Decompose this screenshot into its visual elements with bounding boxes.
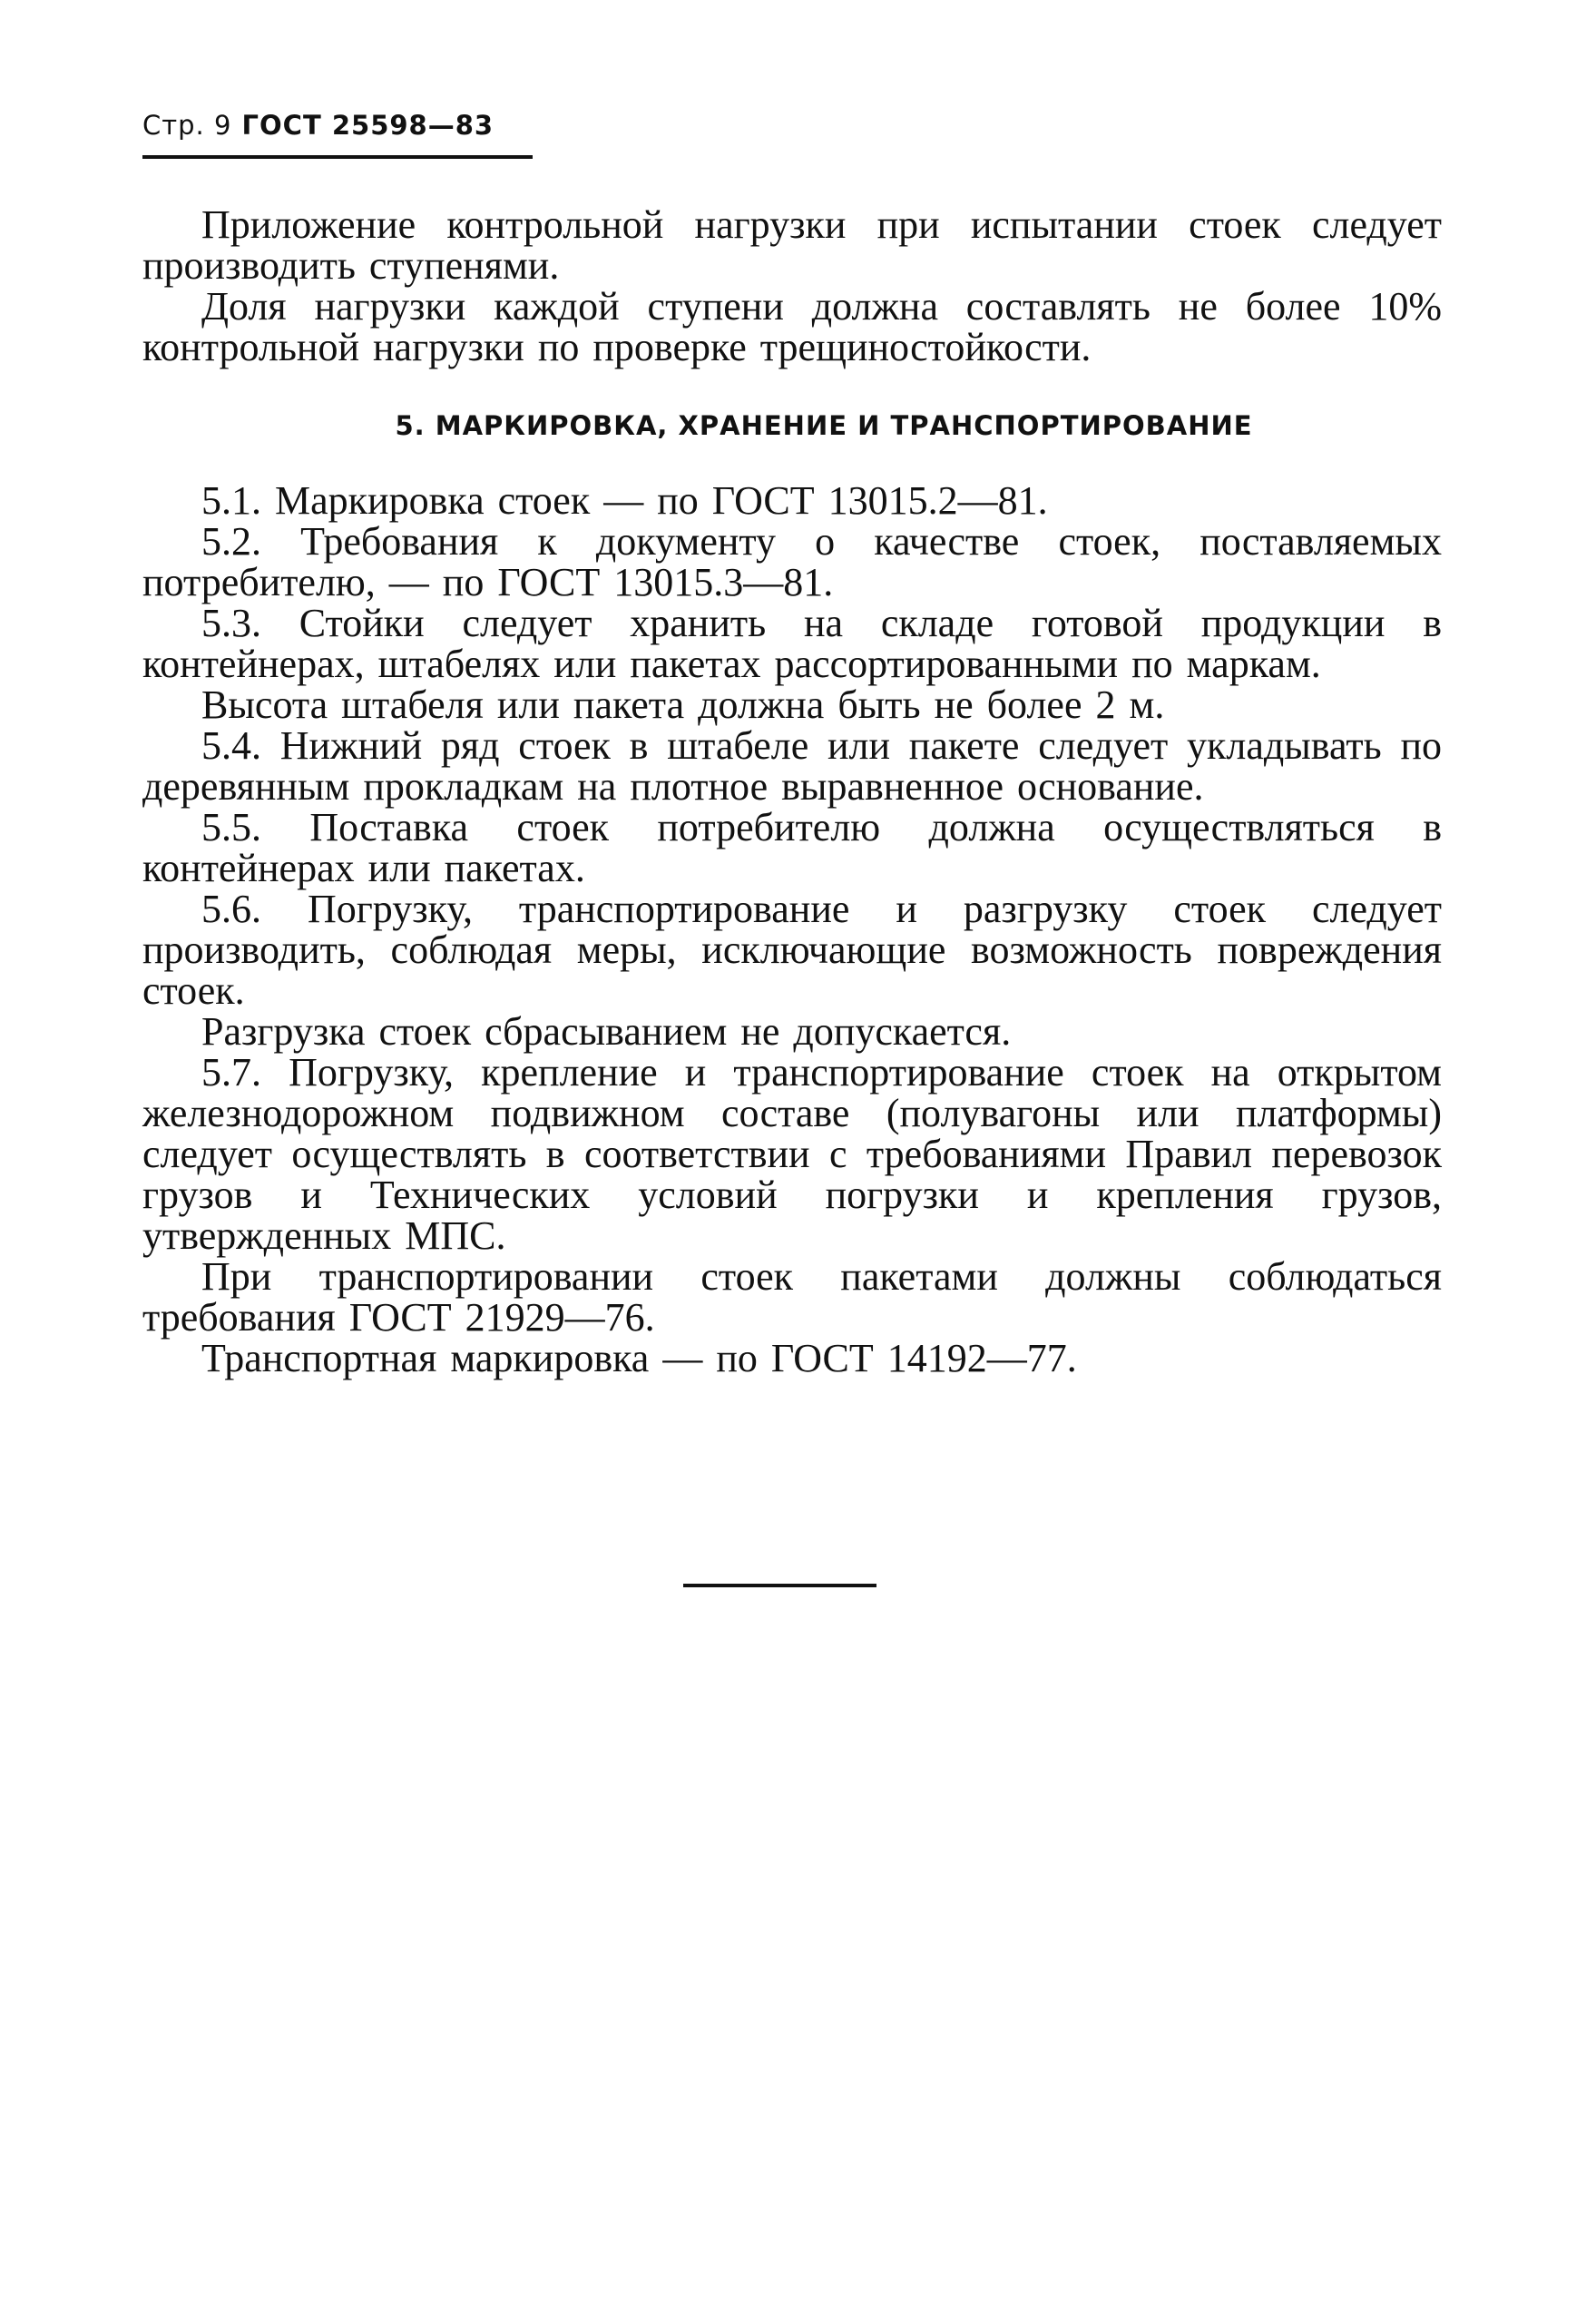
clause-5-2: 5.2. Требования к документу о качестве стоек, поставляемых потребителю, — по ГОСТ 13015.3—81. xyxy=(142,519,1442,604)
clause-5-7-packages: При транспортировании стоек пакетами должны соблюдаться требования ГОСТ 21929—76. xyxy=(142,1254,1442,1340)
clause-5-7: 5.7. Погрузку, крепление и транспортирование стоек на открытом железнодорожном подвижном составе (полувагоны или платформы) следует осуществлять в соответствии с требованиями Правил перевозок грузов и Технических условий погрузки и крепления грузов, утвержденных МПС. xyxy=(142,1050,1442,1258)
clause-5-7-transport-marking: Транспортная маркировка — по ГОСТ 14192—77. xyxy=(201,1336,1077,1380)
paragraph-step-share: Доля нагрузки каждой ступени должна составлять не более 10% контрольной нагрузки по проверке трещиностойкости. xyxy=(142,284,1442,369)
header-text xyxy=(142,110,533,141)
clause-5-6-unloading: Разгрузка стоек сбрасыванием не допускается. xyxy=(201,1009,1012,1054)
clause-5-6: 5.6. Погрузку, транспортирование и разгрузку стоек следует производить, соблюдая меры, исключающие возможность повреждения стоек. xyxy=(142,887,1442,1013)
clause-5-3-stack-height: Высота штабеля или пакета должна быть не более 2 м. xyxy=(201,682,1165,727)
section-title: 5. МАРКИРОВКА, ХРАНЕНИЕ И ТРАНСПОРТИРОВАНИЕ xyxy=(395,410,1253,441)
clause-5-5: 5.5. Поставка стоек потребителю должна осуществляться в контейнерах или пакетах. xyxy=(142,805,1442,890)
paragraph-load-steps: Приложение контрольной нагрузки при испытании стоек следует производить ступенями. xyxy=(142,202,1442,288)
header-rule xyxy=(142,155,533,159)
page-number: Стр. 9 xyxy=(142,110,232,141)
clause-5-1: 5.1. Маркировка стоек — по ГОСТ 13015.2—81. xyxy=(201,478,1048,523)
clause-5-4: 5.4. Нижний ряд стоек в штабеле или пакете следует укладывать по деревянным прокладкам на плотное выравненное основание. xyxy=(142,723,1442,809)
standard-number: ГОСТ 25598—83 xyxy=(241,110,494,141)
clause-5-3: 5.3. Стойки следует хранить на складе готовой продукции в контейнерах, штабелях или пакетах рассортированными по маркам. xyxy=(142,601,1442,686)
end-rule xyxy=(683,1584,876,1587)
page-header xyxy=(142,110,533,164)
document-body xyxy=(142,204,1442,1379)
